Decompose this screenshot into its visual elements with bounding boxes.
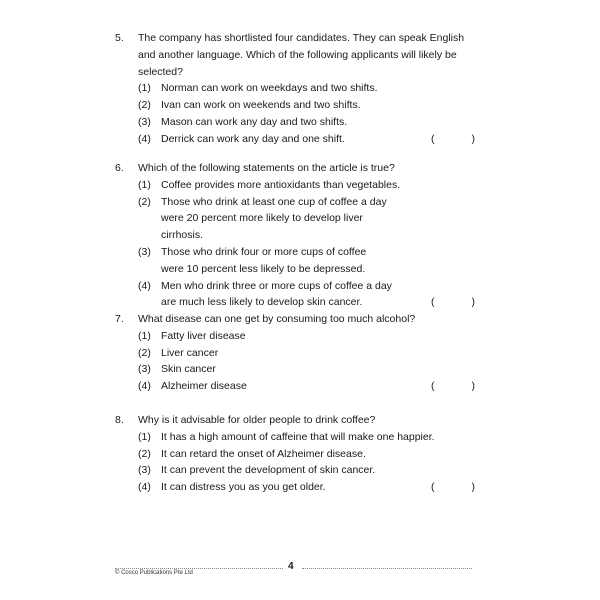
option-text: Those who drink at least one cup of coffee a day were 20 percent more likely to develop liver cirrhosis. [161,195,387,242]
question-text: What disease can one get by consuming too much alcohol? [138,313,416,325]
option-text: Fatty liver disease [161,329,246,342]
option-number: (1) [138,430,151,443]
answer-blank[interactable] [431,294,475,311]
question-number: 8. [115,414,124,426]
answer-blank[interactable] [431,479,475,496]
option-text: Mason can work any day and two shifts. [161,115,348,128]
page-number: 4 [288,561,294,572]
answer-blank[interactable] [431,378,475,395]
option-number: (3) [138,363,151,376]
option-text: Liver cancer [161,346,219,359]
question-5 [115,30,475,148]
option-text: Norman can work on weekdays and two shifts. [161,82,378,95]
option-number: (1) [138,82,151,95]
option-4[interactable] [138,278,475,312]
answer-open-paren: ( [431,481,435,494]
copyright-text: © Cosco Publications Pte Ltd [115,570,193,576]
footer-divider-left [115,568,283,569]
option-text: It has a high amount of caffeine that will make one happier. [161,430,435,443]
option-1[interactable] [138,328,475,345]
answer-close-paren: ) [471,132,475,145]
answer-open-paren: ( [431,380,435,393]
option-number: (4) [138,481,151,494]
answer-open-paren: ( [431,296,435,309]
option-number: (3) [138,464,151,477]
option-number: (2) [138,195,151,208]
option-text: Coffee provides more antioxidants than vegetables. [161,178,401,191]
option-number: (1) [138,178,151,191]
option-1[interactable] [138,80,475,97]
option-text: Derrick can work any day and one shift. [161,132,345,145]
option-2[interactable] [138,194,475,244]
option-number: (2) [138,99,151,112]
question-number: 6. [115,162,124,174]
option-2[interactable] [138,97,475,114]
option-text: It can distress you as you get older. [161,481,326,494]
question-6 [115,160,475,311]
answer-blank[interactable] [431,131,475,148]
option-text: It can prevent the development of skin cancer. [161,464,376,477]
option-number: (4) [138,132,151,145]
option-number: (2) [138,346,151,359]
answer-close-paren: ) [471,296,475,309]
option-3[interactable] [138,114,475,131]
option-number: (1) [138,329,151,342]
footer-divider-right [302,568,472,569]
option-number: (3) [138,245,151,258]
option-3[interactable] [138,244,475,278]
question-text: Why is it advisable for older people to drink coffee? [138,414,376,426]
option-1[interactable] [138,177,475,194]
option-2[interactable] [138,446,475,463]
option-4[interactable] [138,378,475,395]
question-text: Which of the following statements on the article is true? [138,162,395,174]
option-text: Ivan can work on weekends and two shifts. [161,99,361,112]
option-2[interactable] [138,345,475,362]
option-3[interactable] [138,361,475,378]
option-text: Men who drink three or more cups of coffee a day are much less likely to develop skin cancer. [161,279,392,309]
option-4[interactable] [138,479,475,496]
option-number: (3) [138,115,151,128]
answer-close-paren: ) [471,481,475,494]
option-4[interactable] [138,131,475,148]
question-text: The company has shortlisted four candidates. They can speak English and another language. Which of the following applicants will likely be selected? [138,32,465,78]
option-number: (4) [138,279,151,292]
question-number: 7. [115,313,124,325]
option-number: (2) [138,447,151,460]
option-3[interactable] [138,462,475,479]
question-8 [115,412,475,496]
question-7 [115,311,475,395]
option-text: Those who drink four or more cups of coffee were 10 percent less likely to be depressed. [161,245,367,275]
answer-open-paren: ( [431,132,435,145]
answer-close-paren: ) [471,380,475,393]
option-1[interactable] [138,429,475,446]
question-number: 5. [115,32,124,44]
option-text: Alzheimer disease [161,380,247,393]
option-text: Skin cancer [161,363,216,376]
option-number: (4) [138,380,151,393]
option-text: It can retard the onset of Alzheimer disease. [161,447,366,460]
